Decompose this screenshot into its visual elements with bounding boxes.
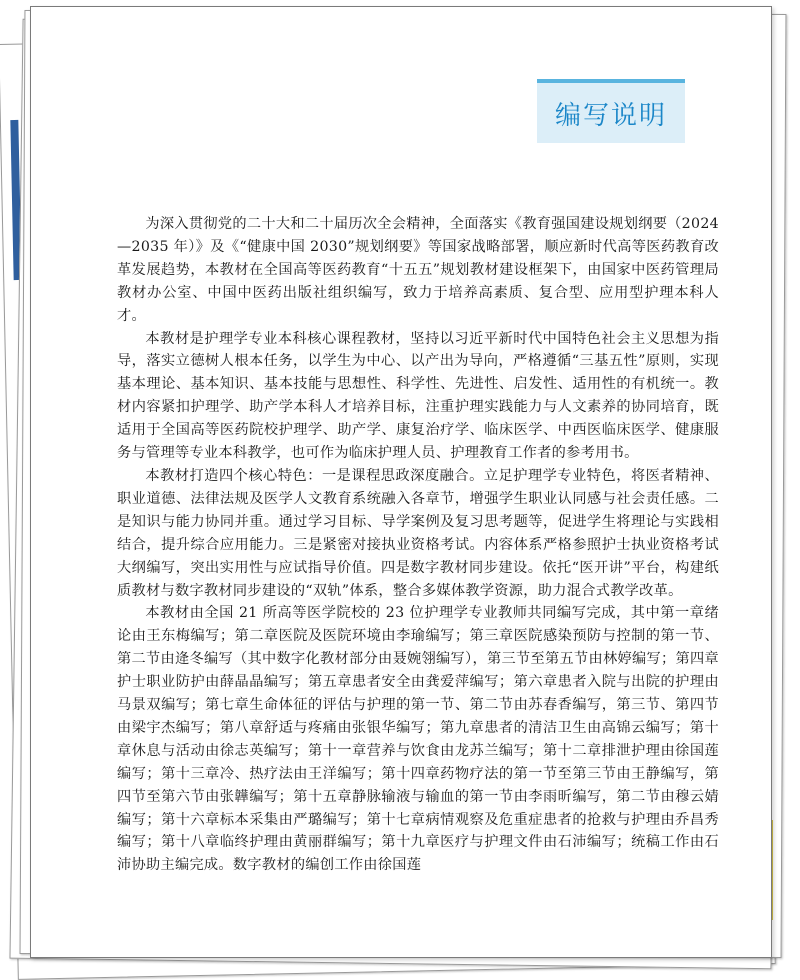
page-title: 编写说明: [554, 100, 667, 131]
paragraph-3: 本教材打造四个核心特色：一是课程思政深度融合。立足护理学专业特色，将医者精神、职业道德、法律法规及医学人文教育系统融入各章节，增强学生职业认同感与社会责任感。二是知识与能力协同并重。通过学习目标、导学案例及复习思考题等，促进学生将理论与实践相结合，提升综合应用能力。三是紧密对接执业资格考试。内容体系严格参照护士执业资格考试大纲编写，突出实用性与应试指导价值。四是数字教材同步建设。依托“医开讲”平台，构建纸质教材与数字教材同步建设的“双轨”体系，整合多媒体教学资源，助力混合式教学改革。: [117, 467, 719, 599]
paragraph-2: 本教材是护理学专业本科核心课程教材，坚持以习近平新时代中国特色社会主义思想为指导，落实立德树人根本任务，以学生为中心、以产出为导向，严格遵循“三基五性”原则，实现基本理论、基本知识、基本技能与思想性、科学性、先进性、启发性、适用性的有机统一。教材内容紧扣护理学、助产学本科人才培养目标，注重护理实践能力与人文素养的协同培育，既适用于全国高等医药院校护理学、助产学、康复治疗学、临床医学、中西医临床医学、健康服务与管理等专业本科教学，也可作为临床护理人员、护理教育工作者的参考用书。: [117, 330, 719, 462]
paragraph-1: 为深入贯彻党的二十大和二十届历次全会精神，全面落实《教育强国建设规划纲要（2024—2035 年）》及《“健康中国 2030”规划纲要》等国家战略部署，顺应新时代高等医药教育改革发展趋势，本教材在全国高等医药教育“十五五”规划教材建设框架下，由国家中医药管理局教材办公室、中国中医药出版社组织编写，致力于培养高素质、复合型、应用型护理本科人才。: [117, 216, 719, 324]
document-page: [30, 6, 772, 958]
paragraph-4: 本教材由全国 21 所高等医学院校的 23 位护理学专业教师共同编写完成，其中第一章绪论由王东梅编写；第二章医院及医院环境由李瑜编写；第三章医院感染预防与控制的第一节、第二节由逄冬编写（其中数字化教材部分由聂婉翎编写），第三节至第五节由林婷编写；第四章护士职业防护由薛晶晶编写；第五章患者安全由龚爱萍编写；第六章患者入院与出院的护理由马景双编写；第七章生命体征的评估与护理的第一节、第二节由苏春香编写，第三节、第四节由梁宇杰编写；第八章舒适与疼痛由张银华编写；第九章患者的清洁卫生由高锦云编写；第十章休息与活动由徐志英编写；第十一章营养与饮食由龙苏兰编写；第十二章排泄护理由徐国莲编写；第十三章冷、热疗法由王洋编写；第十四章药物疗法的第一节至第三节由王静编写，第四节至第六节由张韡编写；第十五章静脉输液与输血的第一节由李雨昕编写，第二节由穆云婧编写；第十六章标本采集由严璐编写；第十七章病情观察及危重症患者的抢救与护理由乔昌秀编写；第十八章临终护理由黄丽群编写；第十九章医疗与护理文件由石沛编写；统稿工作由石沛协助主编完成。数字教材的编创工作由徐国莲: [117, 605, 719, 874]
body-text: [117, 213, 719, 877]
title-banner: [537, 79, 685, 143]
